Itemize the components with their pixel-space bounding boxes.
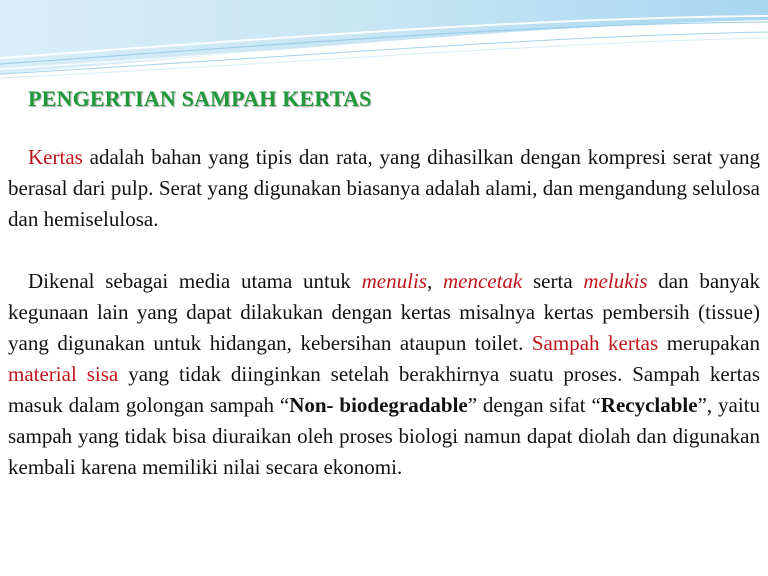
paragraph-text: serta: [522, 269, 584, 293]
term-recyclable: Recyclable: [600, 393, 698, 417]
paragraph-definition: [8, 142, 760, 235]
paragraph-text: ” dengan sifat “: [467, 393, 601, 417]
term-sampah-kertas: Sampah kertas: [531, 331, 659, 355]
term-menulis: menulis: [361, 269, 427, 293]
term-melukis: melukis: [583, 269, 648, 293]
term-material-sisa: material sisa: [8, 362, 119, 386]
header-wave-decoration: [0, 0, 768, 80]
paragraph-text: Dikenal sebagai media utama untuk: [28, 269, 362, 293]
slide-body: [8, 142, 760, 483]
paragraph-text: ,: [426, 269, 443, 293]
term-mencetak: mencetak: [442, 269, 523, 293]
paragraph-text: yang tidak diinginkan setelah berakhirnya suatu proses. Sampah kertas masuk dalam golongan sampah “: [8, 362, 760, 417]
paragraph-text: merupakan: [658, 331, 760, 355]
paragraph-text: adalah bahan yang tipis dan rata, yang dihasilkan dengan kompresi serat yang berasal dari pulp. Serat yang digunakan biasanya adalah alami, dan mengandung selulosa dan hemiselulosa.: [8, 145, 760, 231]
term-kertas: Kertas: [28, 145, 83, 169]
paragraph-usage: [8, 266, 760, 483]
paragraph-text: ”, yaitu sampah yang tidak bisa diuraikan oleh proses biologi namun dapat diolah dan digunakan kembali karena memiliki nilai secara ekonomi.: [8, 393, 760, 479]
slide-title: PENGERTIAN SAMPAH KERTAS: [28, 86, 372, 111]
term-non-biodegradable: Non- biodegradable: [289, 393, 468, 417]
paragraph-text: dan banyak kegunaan lain yang dapat dilakukan dengan kertas misalnya kertas pembersih (tissue) yang digunakan untuk hidangan, kebersihan ataupun toilet.: [8, 269, 760, 355]
